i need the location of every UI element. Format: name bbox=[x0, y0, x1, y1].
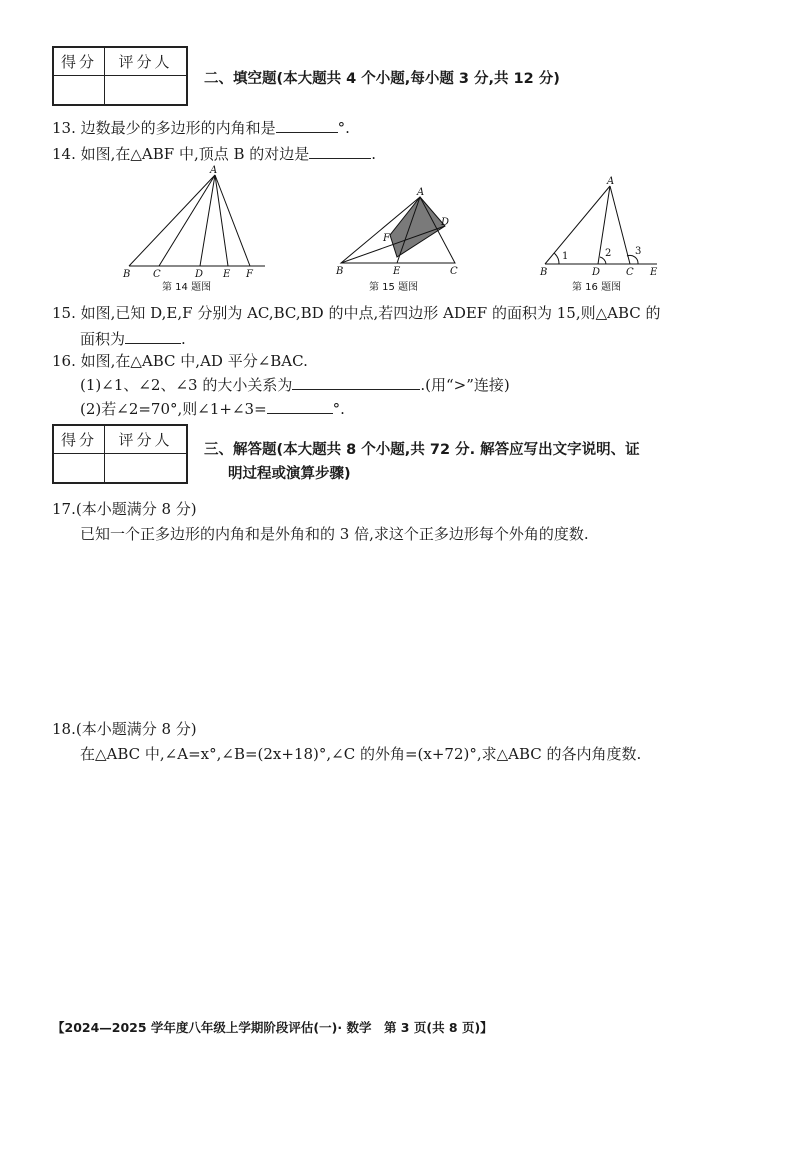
score-table-1 bbox=[52, 46, 188, 106]
grader-label: 评分人 bbox=[105, 425, 188, 453]
section2-title: 二、填空题(本大题共 4 个小题,每小题 3 分,共 12 分) bbox=[204, 71, 560, 87]
fig15-label-f: F bbox=[383, 233, 390, 244]
fig15-shaded-region bbox=[390, 197, 445, 257]
question-17-body: 已知一个正多边形的内角和是外角和的 3 倍,求这个正多边形每个外角的度数. bbox=[80, 525, 589, 543]
q15-suffix: . bbox=[181, 330, 186, 348]
fig16-angle-3: 3 bbox=[635, 246, 642, 257]
question-16-line1: 16. 如图,在△ABC 中,AD 平分∠BAC. bbox=[52, 352, 308, 370]
q16-part1-blank[interactable] bbox=[292, 375, 420, 390]
fig16-caption: 第 16 题图 bbox=[572, 282, 622, 293]
q15-line2-text: 面积为 bbox=[80, 330, 126, 348]
question-15-line2 bbox=[80, 328, 186, 349]
score-table-2 bbox=[52, 424, 188, 484]
q14-answer-blank[interactable] bbox=[309, 144, 371, 159]
question-14 bbox=[52, 143, 376, 164]
figure-16 bbox=[537, 173, 667, 293]
fig16-angle-1: 1 bbox=[562, 251, 569, 262]
grader-cell[interactable] bbox=[105, 453, 188, 483]
q13-suffix: °. bbox=[337, 119, 350, 137]
fig15-caption: 第 15 题图 bbox=[369, 282, 419, 293]
score-cell[interactable] bbox=[53, 75, 105, 105]
fig14-label-b: B bbox=[123, 269, 131, 280]
grader-label: 评分人 bbox=[105, 47, 188, 75]
fig15-label-e: E bbox=[393, 266, 401, 277]
question-17-answer-area[interactable] bbox=[80, 548, 760, 708]
figure-15 bbox=[333, 183, 463, 293]
fig16-label-a: A bbox=[607, 176, 615, 187]
fig15-label-b: B bbox=[336, 266, 344, 277]
q14-suffix: . bbox=[371, 145, 377, 163]
score-label: 得分 bbox=[53, 47, 105, 75]
fig14-label-a: A bbox=[210, 165, 218, 176]
question-17-header: 17.(本小题满分 8 分) bbox=[52, 500, 197, 518]
question-18-header: 18.(本小题满分 8 分) bbox=[52, 720, 197, 738]
q15-answer-blank[interactable] bbox=[125, 329, 181, 344]
q16-part2-suffix: °. bbox=[332, 400, 345, 418]
fig15-label-a: A bbox=[417, 187, 425, 198]
score-label: 得分 bbox=[53, 425, 105, 453]
question-16-part2 bbox=[80, 398, 345, 419]
q16-part1-text: (1)∠1、∠2、∠3 的大小关系为 bbox=[80, 376, 293, 394]
grader-cell[interactable] bbox=[105, 75, 188, 105]
score-cell[interactable] bbox=[53, 453, 105, 483]
question-16-part1 bbox=[80, 374, 510, 395]
q16-part2-text: (2)若∠2=70°,则∠1+∠3= bbox=[80, 400, 267, 418]
fig14-label-f: F bbox=[246, 269, 253, 280]
fig14-label-c: C bbox=[153, 269, 161, 280]
fig16-label-d: D bbox=[592, 267, 601, 278]
fig16-angle-2: 2 bbox=[605, 248, 612, 259]
q16-part1-suffix: .(用“>”连接) bbox=[420, 376, 510, 394]
figure-14 bbox=[115, 163, 275, 293]
q13-text: 13. 边数最少的多边形的内角和是 bbox=[52, 119, 276, 137]
fig14-caption: 第 14 题图 bbox=[162, 282, 212, 293]
section3-title-line2: 明过程或演算步骤) bbox=[228, 466, 351, 482]
q16-part2-blank[interactable] bbox=[267, 399, 333, 414]
fig16-label-e: E bbox=[650, 267, 658, 278]
question-18-answer-area[interactable] bbox=[80, 770, 760, 1010]
question-15-line1: 15. 如图,已知 D,E,F 分别为 AC,BC,BD 的中点,若四边形 ADEF 的面积为 15,则△ABC 的 bbox=[52, 304, 661, 322]
fig16-label-c: C bbox=[626, 267, 634, 278]
section3-title-line1: 三、解答题(本大题共 8 个小题,共 72 分. 解答应写出文字说明、证 bbox=[204, 442, 640, 458]
fig16-label-b: B bbox=[540, 267, 548, 278]
question-18-body: 在△ABC 中,∠A=x°,∠B=(2x+18)°,∠C 的外角=(x+72)°,求△ABC 的各内角度数. bbox=[80, 745, 642, 763]
q13-answer-blank[interactable] bbox=[276, 118, 338, 133]
fig14-label-e: E bbox=[223, 269, 231, 280]
page-footer: 【2024—2025 学年度八年级上学期阶段评估(一)· 数学 第 3 页(共 8 页)】 bbox=[52, 1020, 493, 1035]
fig15-label-d: D bbox=[441, 217, 450, 228]
question-13 bbox=[52, 117, 350, 138]
fig14-label-d: D bbox=[195, 269, 204, 280]
q14-text: 14. 如图,在△ABF 中,顶点 B 的对边是 bbox=[52, 145, 310, 163]
fig15-label-c: C bbox=[450, 266, 458, 277]
